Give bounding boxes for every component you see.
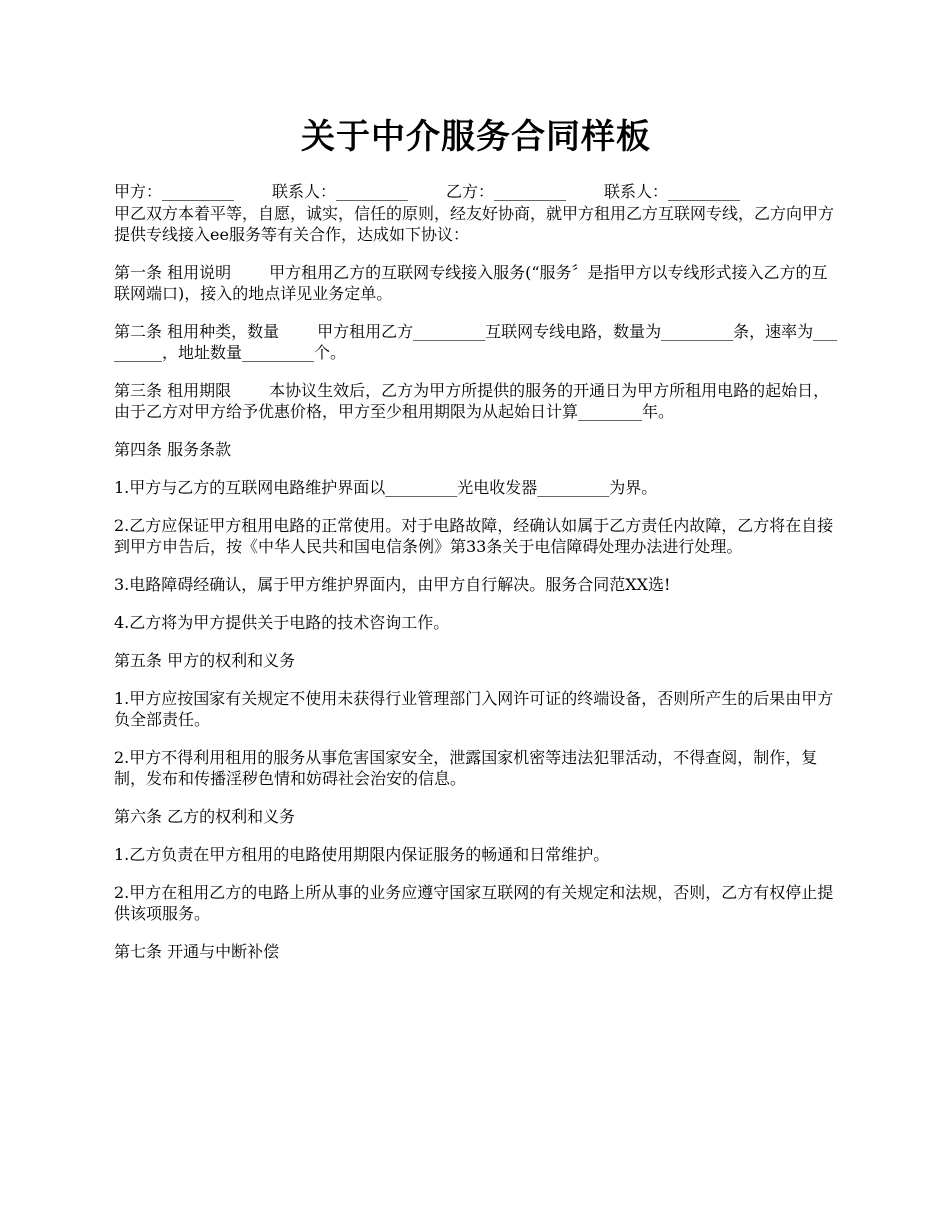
contact-a-field: 联系人：_________ bbox=[272, 182, 409, 201]
party-a-field: 甲方：_________ bbox=[114, 182, 235, 201]
section-6-heading: 第六条 乙方的权利和义务 bbox=[114, 807, 296, 826]
contact-b-field: 联系人：_________ bbox=[604, 182, 741, 201]
section-5-heading: 第五条 甲方的权利和义务 bbox=[114, 651, 296, 670]
article-3-body: 本协议生效后，乙方为甲方所提供的服务的开通日为甲方所租用电路的起始日，由于乙方对甲方给予优惠价格，甲方至少租用期限为从起始日计算________年。 bbox=[114, 381, 830, 421]
document-title: 关于中介服务合同样板 bbox=[301, 117, 651, 157]
section-4-item-1: 1.甲方与乙方的互联网电路维护界面以_________光电收发器_________为界。 bbox=[114, 478, 658, 497]
party-b-field: 乙方：_________ bbox=[446, 182, 567, 201]
section-5-item-1: 1.甲方应按国家有关规定不使用未获得行业管理部门入网许可证的终端设备，否则所产生的后果由甲方负全部责任。 bbox=[114, 689, 834, 729]
article-1-body: 甲方租用乙方的互联网专线接入服务(“服务〞是指甲方以专线形式接入乙方的互联网端口)，接入的地点详见业务定单。 bbox=[114, 263, 828, 303]
intro-paragraph: 甲乙双方本着平等，自愿，诚实，信任的原则，经友好协商，就甲方租用乙方互联网专线，乙方向甲方提供专线接入ee服务等有关合作，达成如下协议： bbox=[114, 204, 835, 244]
section-6-item-1: 1.乙方负责在甲方租用的电路使用期限内保证服务的畅通和日常维护。 bbox=[114, 845, 610, 864]
section-4-item-3: 3.电路障碍经确认，属于甲方维护界面内，由甲方自行解决。服务合同范XX选! bbox=[114, 575, 671, 594]
section-7-heading: 第七条 开通与中断补偿 bbox=[114, 942, 280, 961]
article-1 bbox=[114, 262, 838, 304]
section-4-item-2: 2.乙方应保证甲方租用电路的正常使用。对于电路故障，经确认如属于乙方责任内故障，乙方将在自接到甲方申告后，按《中华人民共和国电信条例》第33条关于电信障碍处理办法进行处理。 bbox=[114, 516, 834, 556]
article-3-heading: 第三条 租用期限 bbox=[114, 381, 232, 400]
article-1-heading: 第一条 租用说明 bbox=[114, 263, 232, 282]
parties-line bbox=[114, 181, 838, 203]
article-2 bbox=[114, 321, 838, 363]
section-4-item-4: 4.乙方将为甲方提供关于电路的技术咨询工作。 bbox=[114, 613, 450, 632]
section-5-item-2: 2.甲方不得利用租用的服务从事危害国家安全，泄露国家机密等违法犯罪活动，不得查阅，制作，复制，发布和传播淫秽色情和妨碍社会治安的信息。 bbox=[114, 748, 818, 788]
section-6-item-2: 2.甲方在租用乙方的电路上所从事的业务应遵守国家互联网的有关规定和法规，否则，乙方有权停止提供该项服务。 bbox=[114, 883, 834, 923]
section-4-heading: 第四条 服务条款 bbox=[114, 440, 232, 459]
article-2-body: 甲方租用乙方_________互联网专线电路，数量为_________条，速率为_________，地址数量_________个。 bbox=[114, 322, 838, 362]
article-3 bbox=[114, 380, 838, 422]
article-2-heading: 第二条 租用种类，数量 bbox=[114, 322, 280, 341]
